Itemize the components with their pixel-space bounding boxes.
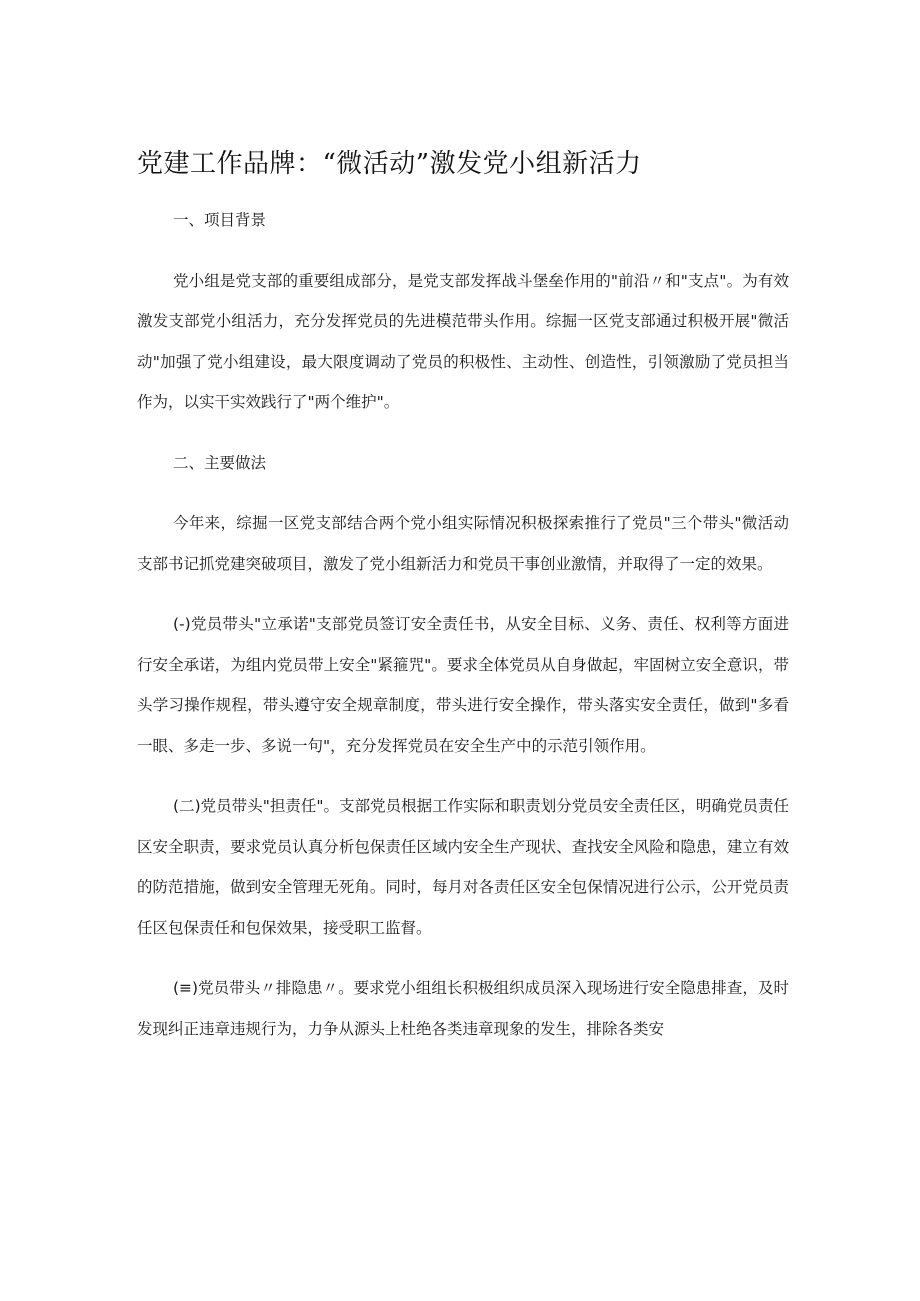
section-heading: 一、项目背景 [173,211,267,229]
paragraph: (-)党员带头"立承诺"支部党员签订安全责任书，从安全目标、义务、责任、权利等方面进行安全承诺，为组内党员带上安全"紧箍咒"。要求全体党员从自身做起，牢固树立安全意识，带头学习操作规程，带头遵守安全规章制度，带头进行安全操作，带头落实安全责任，做到"多看一眼、多走一步、多说一句"，充分发挥党员在安全生产中的示范引领作用。 [137,615,789,755]
section-heading: 二、主要做法 [173,453,267,472]
document-body [137,200,789,1069]
paragraph: 今年来，综掘一区党支部结合两个党小组实际情况积极探索推行了党员"三个带头"微活动支部书记抓党建突破项目，激发了党小组新活力和党员干事创业激情，并取得了一定的效果。 [137,514,789,573]
section-main-practices [137,443,789,1050]
paragraph: (二)党员带头"担责任"。支部党员根据工作实际和职责划分党员安全责任区，明确党员责任区安全职责，要求党员认真分析包保责任区域内安全生产现状、查找安全风险和隐患，建立有效的防范措施，做到安全管理无死角。同时，每月对各责任区安全包保情况进行公示，公开党员责任区包保责任和包保效果，接受职工监督。 [137,797,789,937]
section-project-background [137,200,789,423]
paragraph: 党小组是党支部的重要组成部分，是党支部发挥战斗堡垒作用的"前沿〃和"支点"。为有效激发支部党小组活力，充分发挥党员的先进模范带头作用。综掘一区党支部通过积极开展"微活动"加强了党小组建设，最大限度调动了党员的积极性、主动性、创造性，引领激励了党员担当作为，以实干实效践行了"两个维护"。 [137,271,789,411]
paragraph: (≡)党员带头〃排隐患〃。要求党小组组长积极组织成员深入现场进行安全隐患排查，及时发现纠正违章违规行为，力争从源头上杜绝各类违章现象的发生，排除各类安 [137,979,789,1038]
document-title: 党建工作品牌：“微活动”激发党小组新活力 [137,149,642,179]
